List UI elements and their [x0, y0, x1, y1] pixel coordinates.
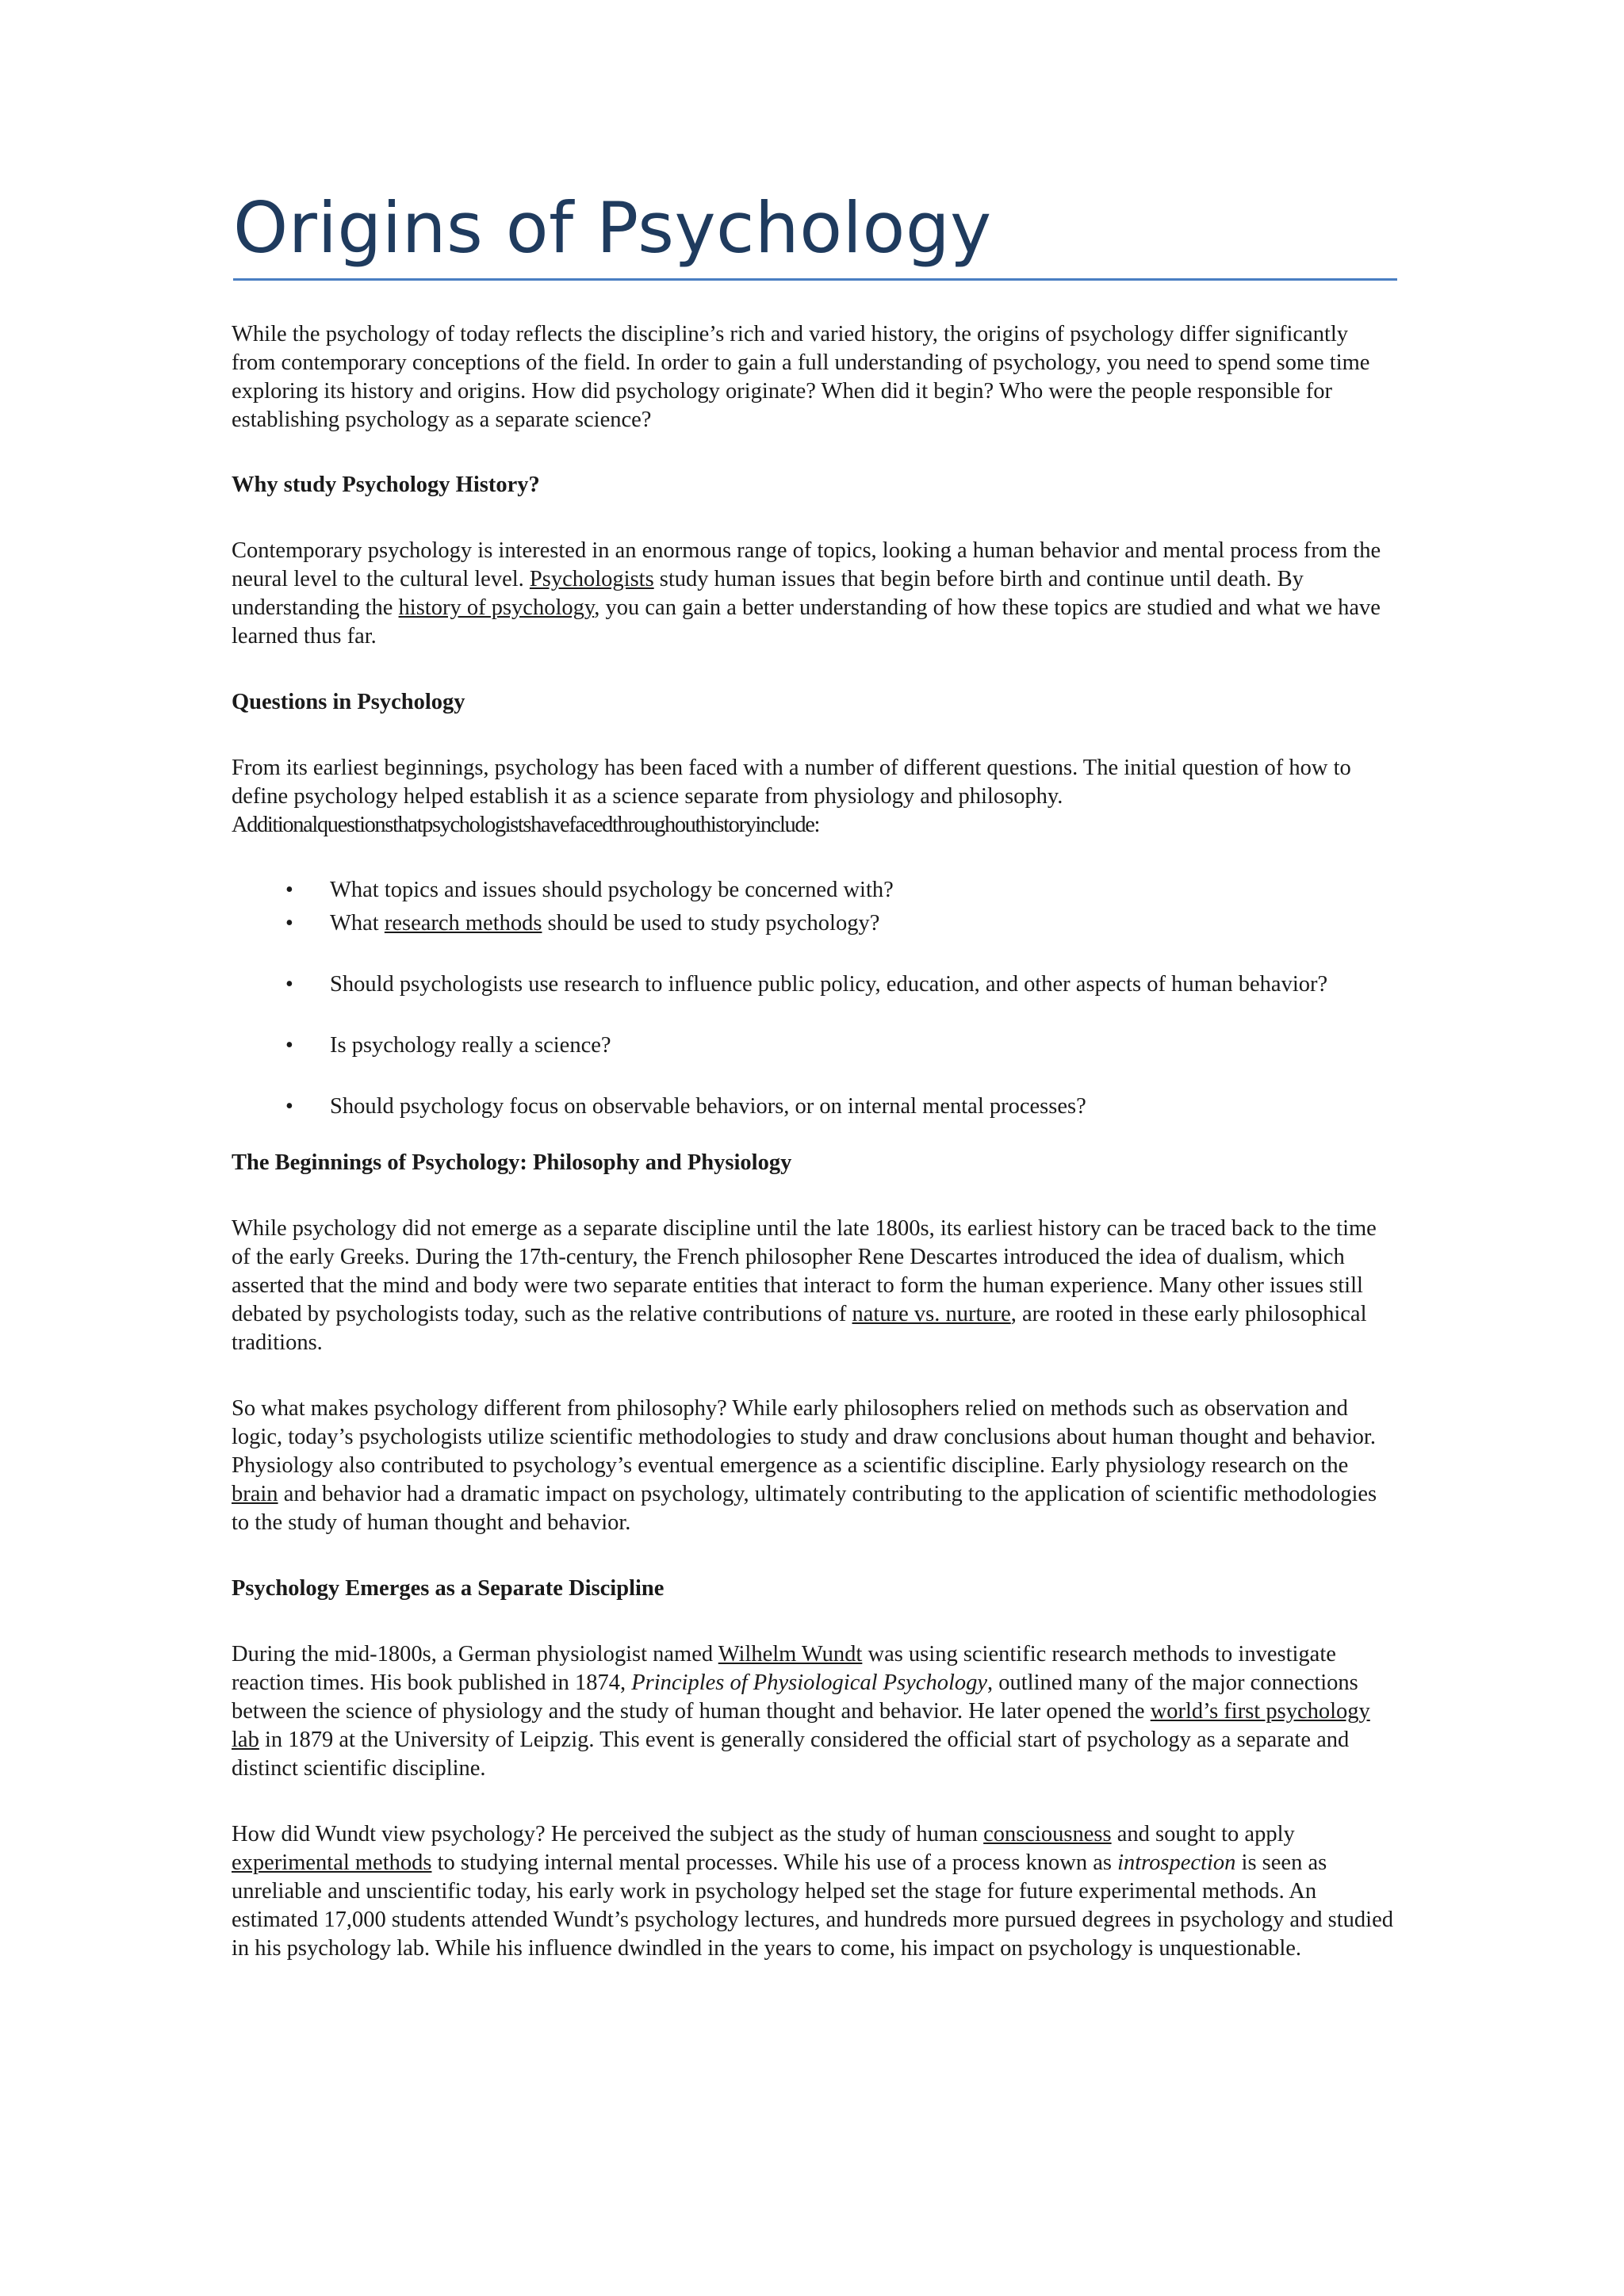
list-item: [232, 1093, 1397, 1121]
why-paragraph: [232, 537, 1397, 651]
text-run: From its earliest beginnings, psychology has been faced with a number of different questions. The initial question of how to define psychology helped establish it as a science separate from physiology and philosophy.: [232, 755, 1351, 809]
text-run: in 1879 at the University of Leipzig. This event is generally considered the official start of psychology as a separate and distinct scientific discipline.: [232, 1727, 1350, 1781]
text-run: , outlined many of the major connections between the science of physiology and the study of human thought and behavior. He later opened the: [232, 1670, 1358, 1724]
bullet-icon: •: [285, 1032, 293, 1058]
experimental-methods-link[interactable]: experimental methods: [232, 1850, 432, 1875]
list-item-text: What topics and issues should psychology be concerned with?: [330, 877, 894, 902]
list-item: [232, 970, 1397, 999]
list-item-text: What: [330, 910, 385, 936]
text-run: So what makes psychology different from philosophy? While early philosophers relied on methods such as observation and logic, today’s psychologists utilize scientific methodologies to study and draw conclusions about human thought and behavior. Physiology also contributed to psychology’s eventual emergence as a scientific discipline. Early physiology research on the: [232, 1395, 1376, 1478]
bullet-icon: •: [285, 1093, 293, 1119]
nature-vs-nurture-link[interactable]: nature vs. nurture: [852, 1301, 1011, 1326]
research-methods-link[interactable]: research methods: [384, 910, 542, 936]
section-heading-questions: Questions in Psychology: [232, 689, 465, 714]
bullet-icon: •: [285, 910, 293, 936]
questions-list: [232, 876, 1397, 1121]
bullet-icon: •: [285, 971, 293, 997]
intro-paragraph: While the psychology of today reflects the discipline’s rich and varied history, the origins of psychology differ significantly from contemporary conceptions of the field. In order to gain a full understanding of psychology, you need to spend some time exploring its history and origins. How did psychology originate? When did it begin? Who were the people responsible for establishing psychology as a separate science?: [232, 321, 1370, 432]
text-run: During the mid-1800s, a German physiologist named: [232, 1641, 718, 1667]
list-item: [232, 876, 1397, 905]
history-of-psychology-link[interactable]: history of psychology: [398, 595, 595, 620]
list-item-text: Should psychologists use research to influence public policy, education, and other aspects of human behavior?: [330, 971, 1328, 997]
section-heading-emerges: Psychology Emerges as a Separate Discipline: [232, 1575, 665, 1601]
first-psychology-lab-link[interactable]: world’s first psychology lab: [232, 1698, 1370, 1752]
document-page: [232, 187, 1397, 1963]
introspection-term: introspection: [1117, 1850, 1236, 1875]
text-run: , are rooted in these early philosophical traditions.: [232, 1301, 1367, 1355]
bullet-icon: •: [285, 877, 293, 902]
document-title: Origins of Psychology: [233, 190, 1397, 281]
text-run: study human issues that begin before birth and continue until death. By understanding the: [232, 566, 1304, 620]
text-run: Contemporary psychology is interested in an enormous range of topics, looking a human behavior and mental process from the neural level to the cultural level.: [232, 538, 1381, 591]
text-run: was using scientific research methods to investigate reaction times. His book published in 1874,: [232, 1641, 1336, 1695]
beginnings-paragraph-1: [232, 1215, 1397, 1357]
text-run: is seen as unreliable and unscientific today, his early work in psychology helped set the stage for future experimental methods. An estimated 17,000 students attended Wundt’s psychology lectures, and hundreds more pursued degrees in psychology and studied in his psychology lab. While his influence dwindled in the years to come, his impact on psychology is unquestionable.: [232, 1850, 1393, 1961]
list-item-text: Is psychology really a science?: [330, 1032, 611, 1058]
consciousness-link[interactable]: consciousness: [983, 1821, 1112, 1846]
book-title: Principles of Physiological Psychology: [631, 1670, 988, 1695]
section-heading-why: Why study Psychology History?: [232, 472, 540, 497]
text-run: to studying internal mental processes. While his use of a process known as: [431, 1850, 1118, 1875]
text-run: and sought to apply: [1111, 1821, 1295, 1846]
questions-paragraph: [232, 754, 1397, 840]
beginnings-paragraph-2: [232, 1395, 1397, 1537]
psychologists-link[interactable]: Psychologists: [529, 566, 654, 591]
list-item: [232, 1031, 1397, 1060]
list-item: [232, 909, 1397, 938]
text-run: While psychology did not emerge as a separate discipline until the late 1800s, its earliest history can be traced back to the time of the early Greeks. During the 17th-century, the French philosopher Rene Descartes introduced the idea of dualism, which asserted that the mind and body were two separate entities that interact to form the human experience. Many other issues still debated by psychologists today, such as the relative contributions of: [232, 1215, 1377, 1326]
text-run: and behavior had a dramatic impact on psychology, ultimately contributing to the application of scientific methodologies to the study of human thought and behavior.: [232, 1481, 1377, 1535]
text-run: , you can gain a better understanding of how these topics are studied and what we have learned thus far.: [232, 595, 1381, 649]
brain-link[interactable]: brain: [232, 1481, 278, 1506]
list-item-text: Should psychology focus on observable behaviors, or on internal mental processes?: [330, 1093, 1086, 1119]
section-heading-beginnings: The Beginnings of Psychology: Philosophy and Physiology: [232, 1150, 792, 1175]
text-run: How did Wundt view psychology? He perceived the subject as the study of human: [232, 1821, 984, 1846]
list-item-text: should be used to study psychology?: [542, 910, 880, 936]
wilhelm-wundt-link[interactable]: Wilhelm Wundt: [718, 1641, 863, 1667]
emerges-paragraph-1: [232, 1640, 1397, 1783]
text-run: Additionalquestionsthatpsychologistshavefacedthroughouthistoryinclude:: [232, 812, 820, 837]
emerges-paragraph-2: [232, 1820, 1397, 1963]
